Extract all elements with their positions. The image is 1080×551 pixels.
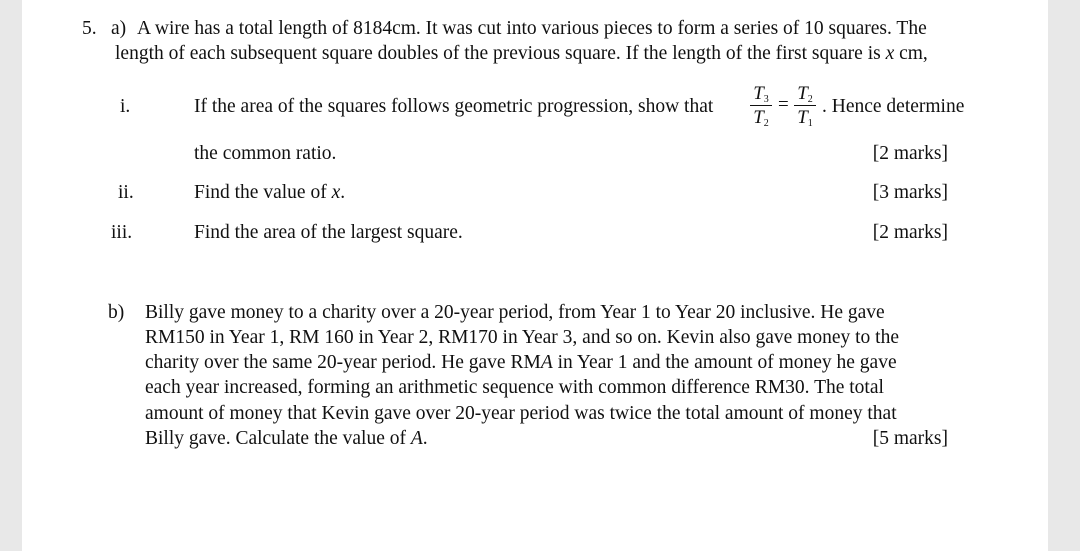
item-i-text-line-2: the common ratio.: [194, 143, 337, 164]
item-ii-text: Find the value of x.: [194, 182, 346, 203]
part-a-line-2: length of each subsequent square doubles of the previous square. If the length of the first square is x cm,: [115, 43, 928, 64]
question-number: 5.: [82, 18, 97, 39]
item-ii-marks: [3 marks]: [872, 182, 948, 203]
fraction-t2-over-t1: $T_2$ $T_1$: [792, 83, 818, 128]
item-iii-numeral: iii.: [111, 222, 133, 243]
part-b-line-1: Billy gave money to a charity over a 20-year period, from Year 1 to Year 20 inclusive. He gave: [145, 302, 885, 323]
part-b-line-3: charity over the same 20-year period. He gave RMA in Year 1 and the amount of money he gave: [145, 352, 897, 373]
part-a-label: a): [111, 18, 127, 39]
item-ii-numeral: ii.: [118, 182, 134, 203]
fraction-t3-over-t2: $T_3$ $T_2$: [748, 83, 774, 128]
document-page: [22, 0, 1048, 551]
item-iii-text: Find the area of the largest square.: [194, 222, 463, 243]
item-i-marks: [2 marks]: [872, 143, 948, 164]
item-iii-marks: [2 marks]: [872, 222, 948, 243]
part-b-line-4: each year increased, forming an arithmetic sequence with common difference RM30. The total: [145, 377, 884, 398]
part-b-line-5: amount of money that Kevin gave over 20-year period was twice the total amount of money that: [145, 403, 897, 424]
part-b-marks: [5 marks]: [872, 428, 948, 449]
equals-sign: =: [778, 94, 789, 115]
item-i-text-continued: . Hence determine: [822, 96, 965, 117]
part-b-line-6: Billy gave. Calculate the value of A.: [145, 428, 428, 449]
part-b-label: b): [108, 302, 125, 323]
item-i-numeral: i.: [120, 96, 131, 117]
part-a-line-1: A wire has a total length of 8184cm. It was cut into various pieces to form a series of 10 squares. The: [137, 18, 927, 39]
item-i-text: If the area of the squares follows geometric progression, show that: [194, 96, 714, 117]
part-b-line-2: RM150 in Year 1, RM 160 in Year 2, RM170 in Year 3, and so on. Kevin also gave money to the: [145, 327, 899, 348]
